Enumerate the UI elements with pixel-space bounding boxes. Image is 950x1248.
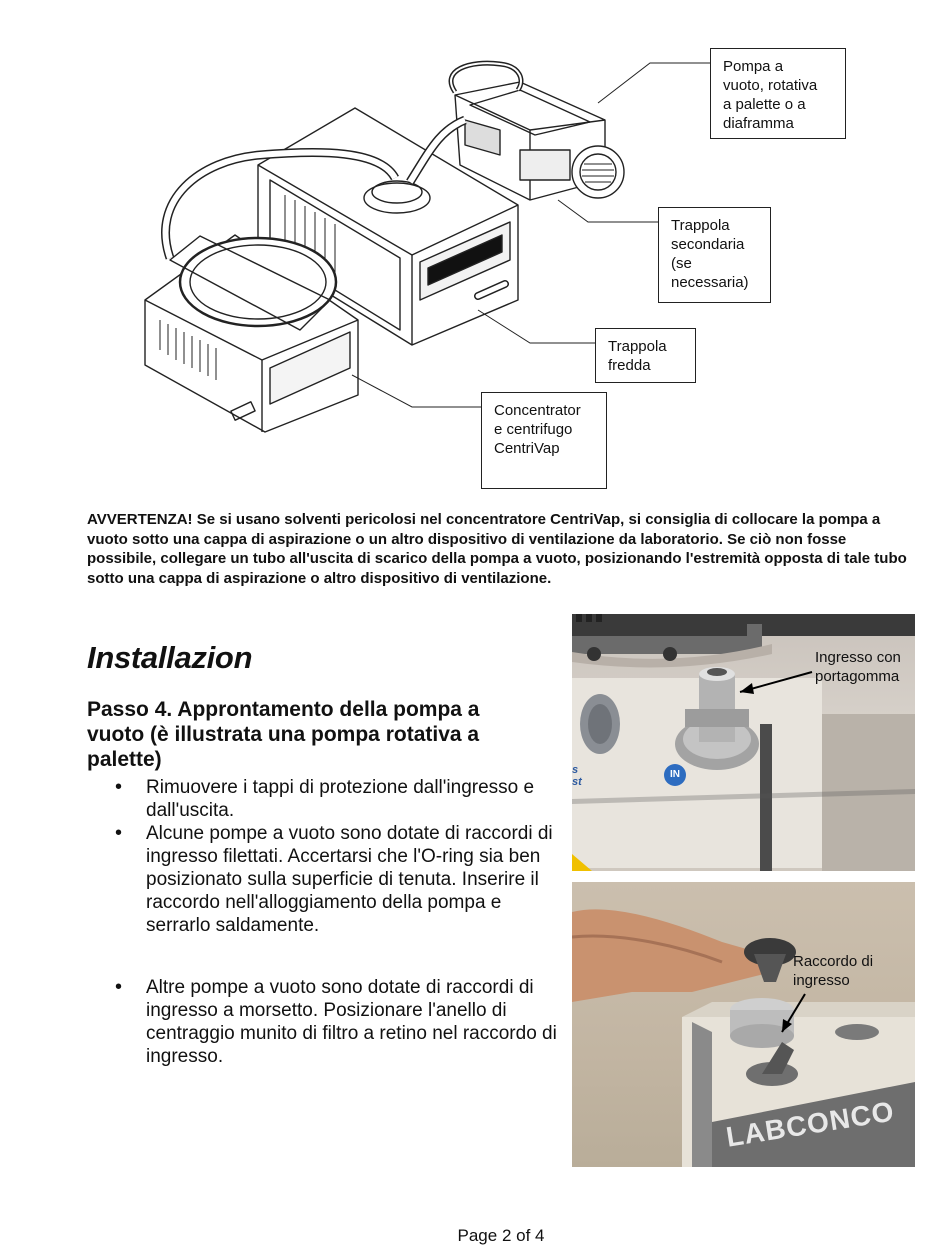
instruction-item: • Rimuovere i tappi di protezione dall'ingresso e dall'uscita. (87, 776, 562, 822)
inlet-badge: IN (664, 764, 686, 786)
section-title: Installazion (87, 640, 253, 675)
instruction-list (87, 776, 562, 1068)
brand-label: LABCONCO (724, 1095, 897, 1153)
centering-ring-photo (572, 882, 915, 1167)
panel-side-text: s st (572, 764, 582, 788)
concentrator-drawing (145, 235, 358, 432)
instruction-item: • Altre pompe a vuoto sono dotate di raccordi di ingresso a morsetto. Posizionare l'anello di centraggio munito di filtro a retino nel raccordo di ingresso. (87, 976, 562, 1068)
inlet-coupling-label: Raccordo di ingresso (793, 953, 874, 989)
vacuum-pump-drawing (451, 63, 624, 200)
callout-cold-trap: Trappola fredda (595, 328, 696, 383)
callout-vacuum-pump: Pompa a vuoto, rotativa a palette o a diaframma (710, 48, 846, 139)
callout-concentrator: Concentrator e centrifugo CentriVap (481, 392, 607, 489)
step-title: Passo 4. Approntamento della pompa a vuoto (è illustrata una pompa rotativa a palette) (87, 698, 480, 771)
inlet-fitting-photo (572, 614, 915, 871)
page-number: Page 2 of 4 (457, 1226, 545, 1245)
inlet-fitting-label: Ingresso con portagomma (815, 649, 901, 685)
callout-secondary-trap: Trappola secondaria (se necessaria) (658, 207, 771, 303)
warning-text: AVVERTENZA! Se si usano solventi pericolosi nel concentratore CentriVap, si consiglia di collocare la pompa a vuoto sotto una cappa di aspirazione o un altro dispositivo di ventilazione da laboratorio. Se ciò non fosse possibile, collegare un tubo all'uscita di scarico della pompa a vuoto, posizionando l'estremità opposta di tale tubo sotto una cappa di aspirazione o altro dispositivo di ventilazione. (87, 511, 907, 587)
instruction-item: • Alcune pompe a vuoto sono dotate di raccordi di ingresso filettati. Accertarsi che l'O-ring sia ben posizionato sulla superficie di tenuta. Inserire il raccordo nell'alloggiamento della pompa e serrarlo saldamente. (87, 822, 562, 937)
